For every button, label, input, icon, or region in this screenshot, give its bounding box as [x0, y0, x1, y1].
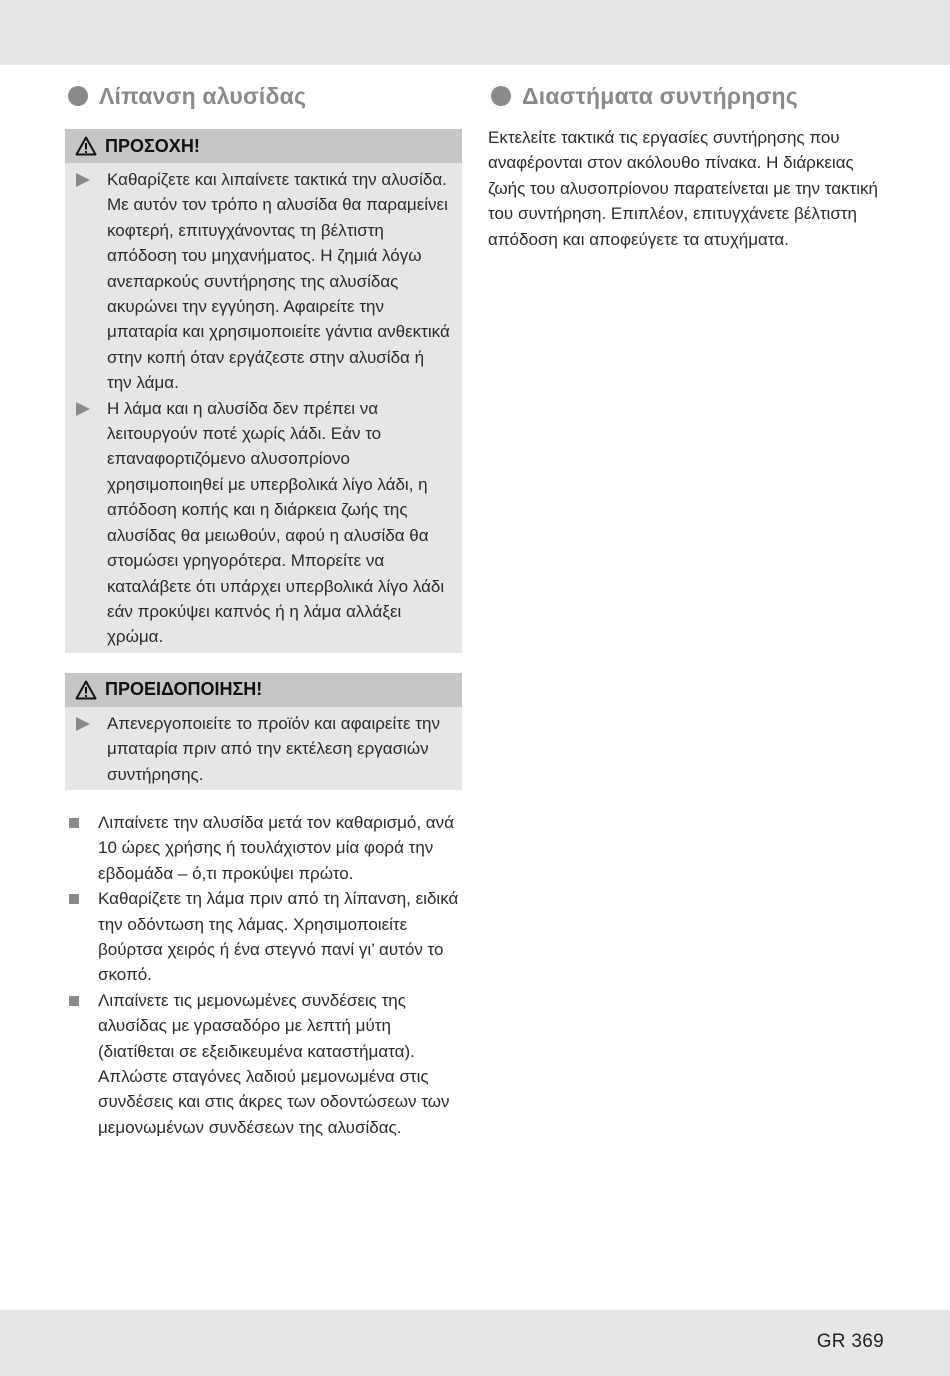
- footer-band: [0, 1310, 950, 1376]
- caution-item-text: Καθαρίζετε και λιπαίνετε τακτικά την αλυσίδα. Με αυτόν τον τρόπο η αλυσίδα θα παραμείνει κοφτερή, επιτυγχάνοντας τη βέλτιστη απόδοση του μηχανήματος. Η ζημιά λόγω ανεπαρκούς συντήρησης της αλυσίδας ακυρώνει την εγγύηση. Αφαιρείτε την μπαταρία και χρησιμοποιείτε γάντια ανθεκτικά στην κοπή όταν εργάζεστε στην αλυσίδα ή την λάμα.: [107, 170, 450, 393]
- square-bullet-icon: [69, 818, 79, 828]
- steps-list: [65, 810, 462, 1140]
- warning-heading: ΠΡΟΕΙΔΟΠΟΙΗΣΗ!: [105, 679, 263, 700]
- caution-heading: ΠΡΟΣΟΧΗ!: [105, 135, 200, 156]
- warning-triangle-icon: [75, 136, 97, 156]
- square-bullet-icon: [69, 996, 79, 1006]
- section-heading-maintenance-intervals: [488, 78, 888, 114]
- square-bullet-icon: [69, 894, 79, 904]
- left-column: [65, 78, 462, 1140]
- triangle-bullet-icon: [76, 402, 90, 416]
- bullet-dot-icon: [491, 86, 511, 106]
- step-text: Λιπαίνετε την αλυσίδα μετά τον καθαρισμό, ανά 10 ώρες χρήσης ή τουλάχιστον μία φορά την εβδομάδα – ό,τι προκύψει πρώτο.: [98, 812, 454, 883]
- list-item: [65, 886, 462, 988]
- warning-item-text: Απενεργοποιείτε το προϊόν και αφαιρείτε την μπαταρία πριν από την εκτέλεση εργασιών συντήρησης.: [107, 713, 440, 784]
- list-item: [76, 396, 452, 650]
- section-title: Λίπανση αλυσίδας: [99, 82, 307, 109]
- warning-triangle-icon: [75, 680, 97, 700]
- step-text: Καθαρίζετε τη λάμα πριν από τη λίπανση, ειδικά την οδόντωση της λάμας. Χρησιμοποιείτε βούρτσα χειρός ή ένα στεγνό πανί γι’ αυτόν το σκοπό.: [98, 889, 459, 985]
- triangle-bullet-icon: [76, 717, 90, 731]
- intro-paragraph: Εκτελείτε τακτικά τις εργασίες συντήρησης που αναφέρονται στον ακόλουθο πίνακα. Η διάρκειας ζωής του αλυσοπρίονου παρατείνεται με την τακτική του συντήρηση. Επιπλέον, επιτυγχάνετε βέλτιστη απόδοση και αποφεύγετε τα ατυχήματα.: [488, 128, 878, 249]
- caution-box: [65, 129, 462, 653]
- page-number: GR 369: [816, 1331, 884, 1352]
- triangle-bullet-icon: [76, 173, 90, 187]
- section-title: Διαστήματα συντήρησης: [522, 82, 798, 109]
- list-item: [76, 711, 452, 787]
- bullet-dot-icon: [68, 86, 88, 106]
- list-item: [65, 810, 462, 886]
- right-column: [488, 78, 888, 252]
- section-heading-chain-lubrication: [65, 78, 462, 114]
- caution-item-text: Η λάμα και η αλυσίδα δεν πρέπει να λειτουργούν ποτέ χωρίς λάδι. Εάν το επαναφορτιζόμενο αλυσοπρίονο χρησιμοποιηθεί με υπερβολικά λίγο λάδι, η απόδοση κοπής και η διάρκεια ζωής της αλυσίδας θα μειωθούν, αφού η αλυσίδα θα στομώσει γρηγορότερα. Μπορείτε να καταλάβετε ότι υπάρχει υπερβολικά λίγο λάδι εάν προκύψει καπνός ή η λάμα αλλάξει χρώμα.: [107, 398, 445, 647]
- warning-header: [65, 673, 462, 707]
- list-item: [76, 167, 452, 396]
- step-text: Λιπαίνετε τις μεμονωμένες συνδέσεις της αλυσίδας με γρασαδόρο με λεπτή μύτη (διατίθεται σε εξειδικευμένα καταστήματα). Απλώστε σταγόνες λαδιού μεμονωμένα στις συνδέσεις και στις άκρες των οδοντώσεων των μεμονωμένων συνδέσεων της αλυσίδας.: [98, 990, 450, 1137]
- warning-box: [65, 673, 462, 790]
- header-band: [0, 0, 950, 65]
- caution-header: [65, 129, 462, 163]
- list-item: [65, 988, 462, 1140]
